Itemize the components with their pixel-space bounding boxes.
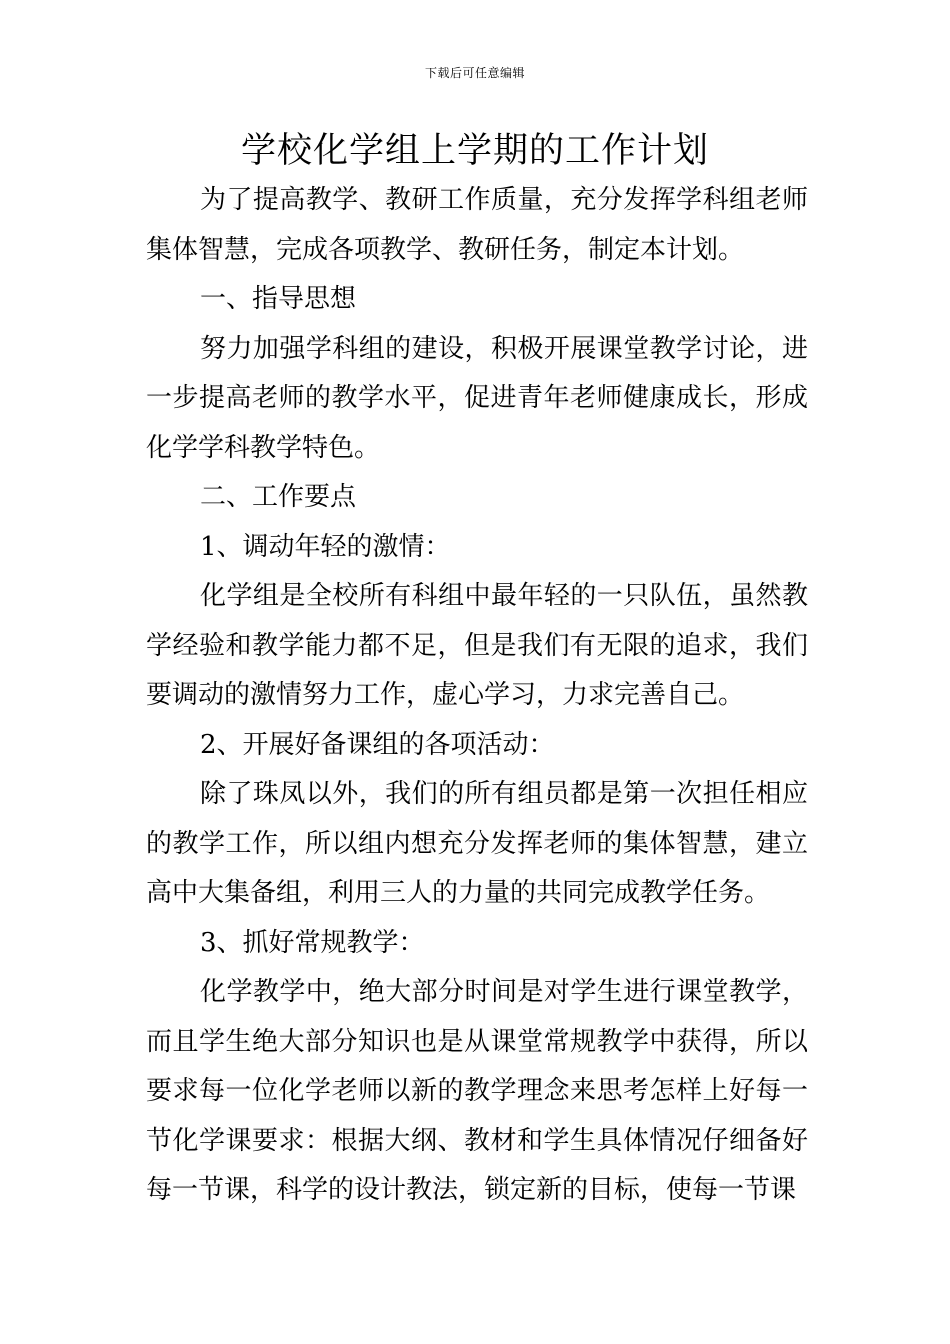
document-body [146,176,808,1216]
subheading-1: 1、调动年轻的激情： [200,531,451,562]
paragraph-1: 化学组是全校所有科组中最年轻的一只队伍，虽然教学经验和教学能力都不足，但是我们有无限的追求，我们要调动的激情努力工作，虚心学习，力求完善自己。 [146,581,808,710]
subheading-3: 3、抓好常规教学： [200,927,425,958]
paragraph-2: 除了珠凤以外，我们的所有组员都是第一次担任相应的教学工作，所以组内想充分发挥老师的集体智慧，建立高中大集备组，利用三人的力量的共同完成教学任务。 [146,779,808,908]
document-title: 学校化学组上学期的工作计划 [240,131,709,171]
subheading-2: 2、开展好备课组的各项活动： [200,729,555,760]
download-note: 下载后可任意编辑 [424,66,525,80]
section-heading-work-points: 二、工作要点 [200,482,357,512]
guiding-thought-paragraph: 努力加强学科组的建设，积极开展课堂教学讨论，进一步提高老师的教学水平，促进青年老师健康成长，形成化学学科教学特色。 [146,333,808,463]
intro-paragraph: 为了提高教学、教研工作质量，充分发挥学科组老师集体智慧，完成各项教学、教研任务，制定本计划。 [146,185,808,265]
section-heading-guiding-thought: 一、指导思想 [200,284,357,314]
paragraph-3: 化学教学中，绝大部分时间是对学生进行课堂教学，而且学生绝大部分知识也是从课堂常规教学中获得，所以要求每一位化学老师以新的教学理念来思考怎样上好每一节化学课要求：根据大纲、教材和学生具体情况仔细备好每一节课，科学的设计教法，锁定新的目标，使每一节课 [146,977,808,1205]
